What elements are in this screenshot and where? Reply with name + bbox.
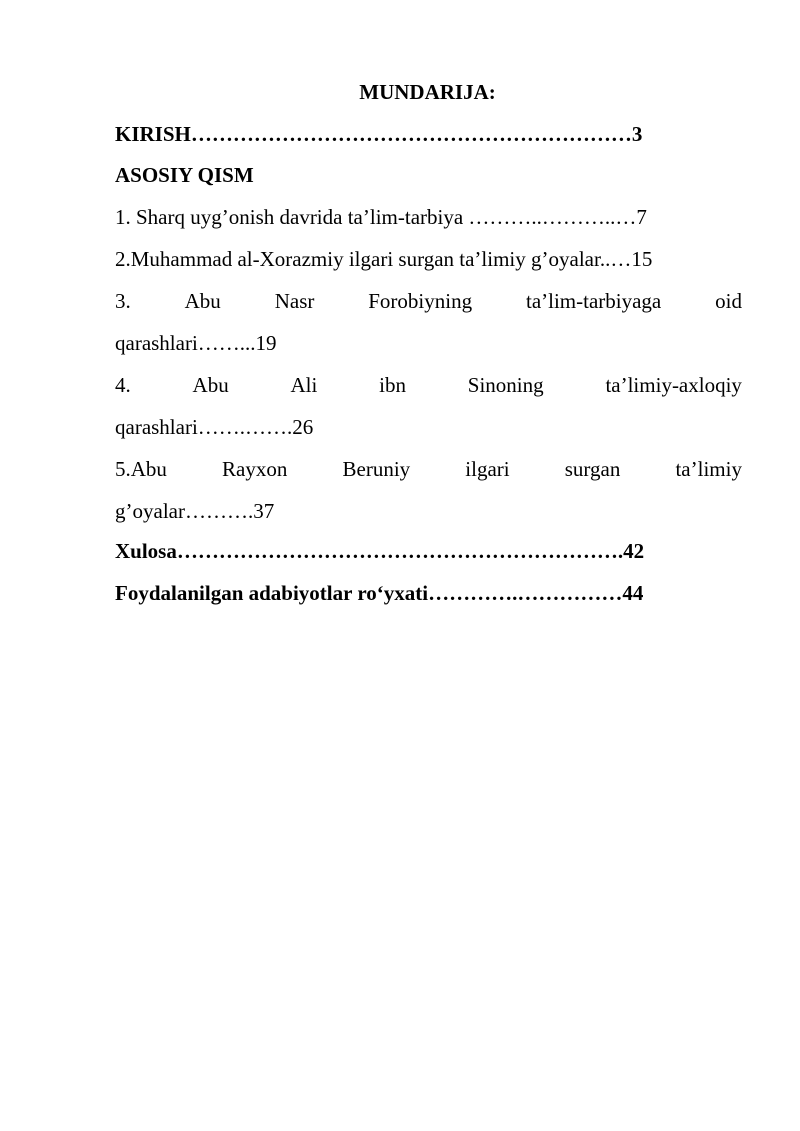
toc-item-5-continuation: g’oyalar……….37 [115,499,275,523]
toc-item-5-word: ilgari [465,457,510,481]
toc-item-4 [115,372,742,398]
toc-item-5-word: Rayxon [222,457,288,481]
toc-item-3-continuation: qarashlari……...19 [115,331,277,355]
toc-item-4-continuation: qarashlari…….…….26 [115,415,314,439]
toc-item-4-word: Ali [290,373,318,397]
toc-item-4-word: Abu [192,373,229,397]
toc-item-3-word: ta’lim-tarbiyaga [525,289,662,313]
toc-intro: KIRISH………………………………………………………3 [115,122,643,146]
toc-title: MUNDARIJA: [359,80,496,104]
toc-item-4-word: Sinoning [467,373,544,397]
toc-item-3-word: 3. [115,289,131,313]
toc-item-3-word: oid [715,289,742,313]
toc-conclusion: Xulosa……………………………………………………….42 [115,539,645,563]
toc-item-5-word: ta’limiy [675,457,742,481]
toc-item-2: 2.Muhammad al-Xorazmiy ilgari surgan ta’limiy g’oyalar..…15 [115,247,653,271]
toc-item-4-word: 4. [115,373,131,397]
toc-item-3-word: Forobiyning [368,289,473,313]
toc-item-3 [115,288,742,314]
toc-item-5-word: 5.Abu [115,457,167,481]
toc-main-section: ASOSIY QISM [115,163,254,187]
toc-item-1: 1. Sharq uyg’onish davrida ta’lim-tarbiya ………..………..…7 [115,205,647,229]
toc-item-5-word: Beruniy [342,457,411,481]
toc-item-5 [115,456,742,482]
toc-item-4-word: ta’limiy-axloqiy [605,373,742,397]
toc-item-3-word: Nasr [274,289,315,313]
toc-references: Foydalanilgan adabiyotlar ro‘yxati………….……………44 [115,581,644,605]
toc-item-5-word: surgan [564,457,621,481]
toc-item-3-word: Abu [184,289,221,313]
toc-item-4-word: ibn [379,373,406,397]
